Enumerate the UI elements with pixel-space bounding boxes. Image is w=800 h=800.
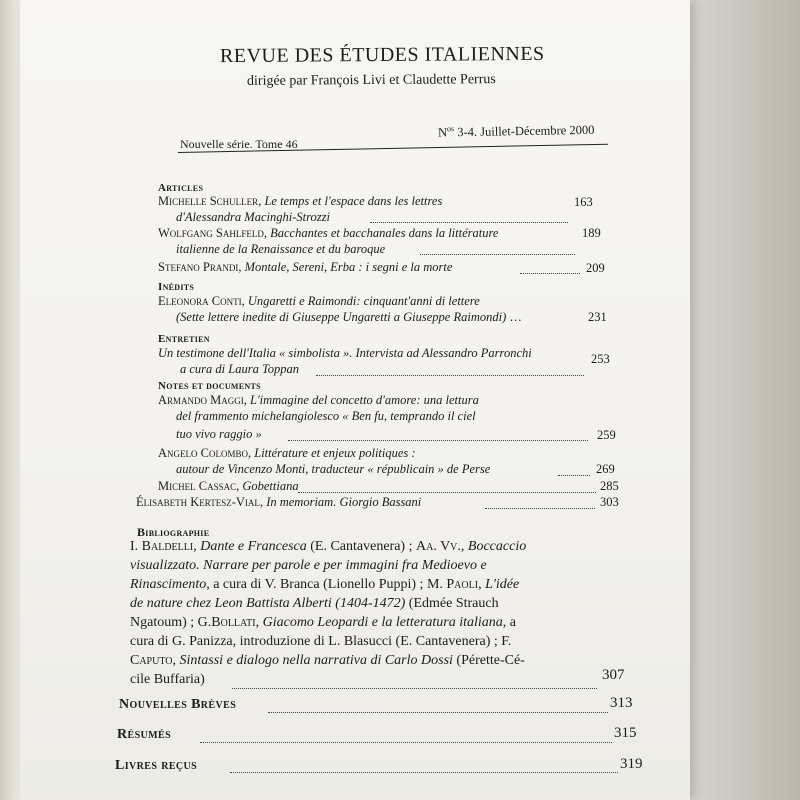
page-number: 303 — [600, 495, 619, 509]
toc-entry-schuller-cont — [176, 210, 330, 225]
toc-entry-conti-cont: (Sette lettere inedite di Giuseppe Ungaretti a Giuseppe Raimondi) … — [176, 310, 522, 324]
entry-author: Élisabeth Kertesz-Vial — [136, 495, 260, 509]
entry-author: Stefano Prandi — [158, 260, 239, 274]
bib-author: Caputo — [130, 653, 173, 668]
issue-label — [438, 122, 595, 141]
bib-line — [130, 672, 205, 688]
dot-leader — [485, 508, 595, 509]
dot-leader — [288, 440, 588, 441]
entry-author: Armando Maggi — [158, 393, 244, 407]
toc-entry-prandi: Stefano Prandi, Montale, Sereni, Erba : i segni e la morte — [158, 260, 453, 274]
bib-author: G.Bollati — [197, 615, 256, 630]
entry-title: Montale, Sereni, Erba : i segni e la morte — [244, 260, 453, 274]
bib-text: (Pérette-Cé- — [452, 653, 525, 668]
dot-leader — [420, 254, 575, 255]
dot-leader — [268, 712, 608, 713]
dot-leader — [370, 222, 568, 223]
page-number: 319 — [620, 756, 643, 772]
section-heading-livres-recus: Livres reçus — [115, 758, 198, 773]
series-label: Nouvelle série. Tome 46 — [180, 137, 298, 151]
toc-entry-parronchi-cont — [180, 362, 299, 377]
entry-title: Ungaretti e Raimondi: cinquant'anni di lettere — [247, 294, 480, 308]
toc-entry-kertesz: Élisabeth Kertesz-Vial, In memoriam. Giorgio Bassani — [136, 495, 422, 509]
bib-text: (Edmée Strauch — [405, 596, 499, 611]
entry-title-cont: a cura di Laura Toppan — [180, 362, 300, 376]
section-heading-entretien: Entretien — [158, 333, 210, 345]
toc-entry-sahlfeld-cont — [176, 242, 385, 257]
bib-title: de nature chez Leon Battista Alberti (1404-1472) — [130, 596, 406, 611]
bib-text: cura di G. Panizza, introduzione di L. Blasucci (E. Cantavenera) ; F. — [130, 634, 512, 649]
bib-line: Ngatoum) ; G.Bollati, Giacomo Leopardi e la letteratura italiana, a — [130, 615, 517, 630]
entry-author: Eleonora Conti — [158, 294, 242, 308]
section-heading-resumes: Résumés — [117, 727, 172, 742]
page-number: 189 — [582, 226, 601, 240]
entry-title-cont: italienne de la Renaissance et du baroque — [176, 242, 386, 256]
bib-author: M. Paoli — [426, 577, 479, 592]
entry-title: Le temps et l'espace dans les lettres — [264, 194, 443, 208]
toc-entry-maggi-cont2 — [176, 427, 262, 442]
toc-entry-schuller: Michelle Schuller, Le temps et l'espace dans les lettres — [158, 194, 443, 208]
entry-author: Michel Cassac — [158, 479, 237, 493]
dot-leader — [558, 475, 590, 476]
journal-title: REVUE DES ÉTUDES ITALIENNES — [219, 42, 545, 68]
entry-title: Littérature et enjeux politiques : — [254, 446, 416, 460]
entry-title-cont: del frammento michelangiolesco « Ben fu, temprando il ciel — [176, 409, 476, 423]
book-page — [20, 0, 690, 800]
dot-leader — [520, 273, 580, 274]
bib-text: Ngatoum) ; — [130, 615, 198, 630]
entry-title: Gobettiana — [242, 479, 299, 493]
bib-text: , a — [502, 615, 517, 630]
section-heading-inedits: Inédits — [158, 281, 195, 293]
page-number: 231 — [588, 310, 607, 324]
entry-author: Wolfgang Sahlfeld — [158, 226, 264, 240]
bib-line: Caputo, Sintassi e dialogo nella narrativa di Carlo Dossi (Pérette-Cé- — [130, 653, 525, 668]
bib-title: Giacomo Leopardi e la letteratura italiana — [262, 615, 503, 630]
entry-title-cont: (Sette lettere inedite di Giuseppe Ungaretti a Giuseppe Raimondi) — [176, 310, 507, 324]
entry-title-cont: d'Alessandra Macinghi-Strozzi — [176, 210, 330, 224]
bib-line — [130, 558, 487, 574]
entry-title: Bacchantes et bacchanales dans la littérature — [270, 226, 499, 240]
dot-leader — [316, 375, 584, 376]
section-heading-notes: Notes et documents — [158, 380, 261, 392]
section-heading-articles: Articles — [158, 182, 204, 194]
bib-line: I. Baldelli, Dante e Francesca (E. Cantavenera) ; Aa. Vv., Boccaccio — [130, 539, 527, 554]
toc-entry-sahlfeld: Wolfgang Sahlfeld, Bacchantes et bacchanales dans la littérature — [158, 226, 499, 240]
page-number: 307 — [602, 667, 625, 683]
section-heading-nouvelles-breves: Nouvelles Brèves — [119, 697, 237, 712]
page-number: 253 — [591, 352, 610, 366]
dot-leader — [298, 492, 596, 493]
entry-title-cont: tuo vivo raggio » — [176, 427, 262, 441]
bib-line — [130, 634, 511, 650]
bib-title: L'idée — [485, 577, 520, 592]
toc-entry-conti: Eleonora Conti, Ungaretti e Raimondi: cinquant'anni di lettere — [158, 294, 480, 308]
toc-entry-cassac: Michel Cassac, Gobettiana — [158, 479, 299, 493]
book-cover-left-edge — [0, 0, 22, 800]
bib-title: Sintassi e dialogo nella narrativa di Carlo Dossi — [179, 653, 453, 668]
dot-leader — [200, 742, 612, 743]
page-number: 259 — [597, 428, 616, 442]
page-number: 315 — [614, 725, 637, 741]
dot-leader — [232, 688, 597, 689]
bib-title: Rinascimento — [130, 577, 207, 592]
bib-text: cile Buffaria) — [130, 672, 205, 687]
issue-rest: 3-4. Juillet-Décembre 2000 — [454, 122, 595, 140]
toc-entry-maggi-cont — [176, 409, 476, 424]
issue-sup: os — [446, 124, 455, 134]
page-number: 313 — [610, 695, 633, 711]
entry-title: In memoriam. Giorgio Bassani — [266, 495, 422, 509]
bib-title: Boccaccio — [467, 539, 527, 554]
bib-line — [130, 596, 499, 612]
entry-title: L'immagine del concetto d'amore: una lettura — [250, 393, 479, 407]
bib-title: visualizzato. Narrare per parole e per immagini fra Medioevo e — [130, 558, 487, 573]
page-number: 209 — [586, 261, 605, 275]
page-number: 269 — [596, 462, 615, 476]
bib-text: , a cura di V. Branca (Lionello Puppi) ; — [206, 577, 427, 592]
entry-title-cont: autour de Vincenzo Monti, traducteur « républicain » de Perse — [176, 462, 491, 476]
entry-title: Un testimone dell'Italia « simbolista ». Intervista ad Alessandro Parronchi — [158, 346, 532, 360]
bib-title: Dante e Francesca — [200, 539, 307, 554]
bib-author: I. Baldelli — [130, 539, 194, 554]
toc-entry-colombo: Angelo Colombo, Littérature et enjeux politiques : — [158, 446, 416, 460]
section-heading-bibliographie: Bibliographie — [137, 525, 210, 539]
bib-line: Rinascimento, a cura di V. Branca (Lionello Puppi) ; M. Paoli, L'idée — [130, 577, 520, 592]
journal-directors: dirigée par François Livi et Claudette Perrus — [246, 72, 496, 89]
toc-entry-colombo-cont — [176, 462, 490, 477]
issue-prefix: N — [437, 125, 448, 140]
page-number: 285 — [600, 479, 619, 493]
toc-entry-parronchi — [158, 346, 532, 361]
entry-author: Michelle Schuller — [158, 194, 259, 208]
dot-leader — [230, 772, 618, 773]
page-number: 163 — [574, 195, 593, 209]
bib-reviewer: (E. Cantavenera) ; — [306, 539, 416, 554]
entry-author: Angelo Colombo — [158, 446, 248, 460]
toc-entry-maggi: Armando Maggi, L'immagine del concetto d'amore: una lettura — [158, 393, 479, 407]
bib-author: Aa. Vv. — [415, 539, 461, 554]
